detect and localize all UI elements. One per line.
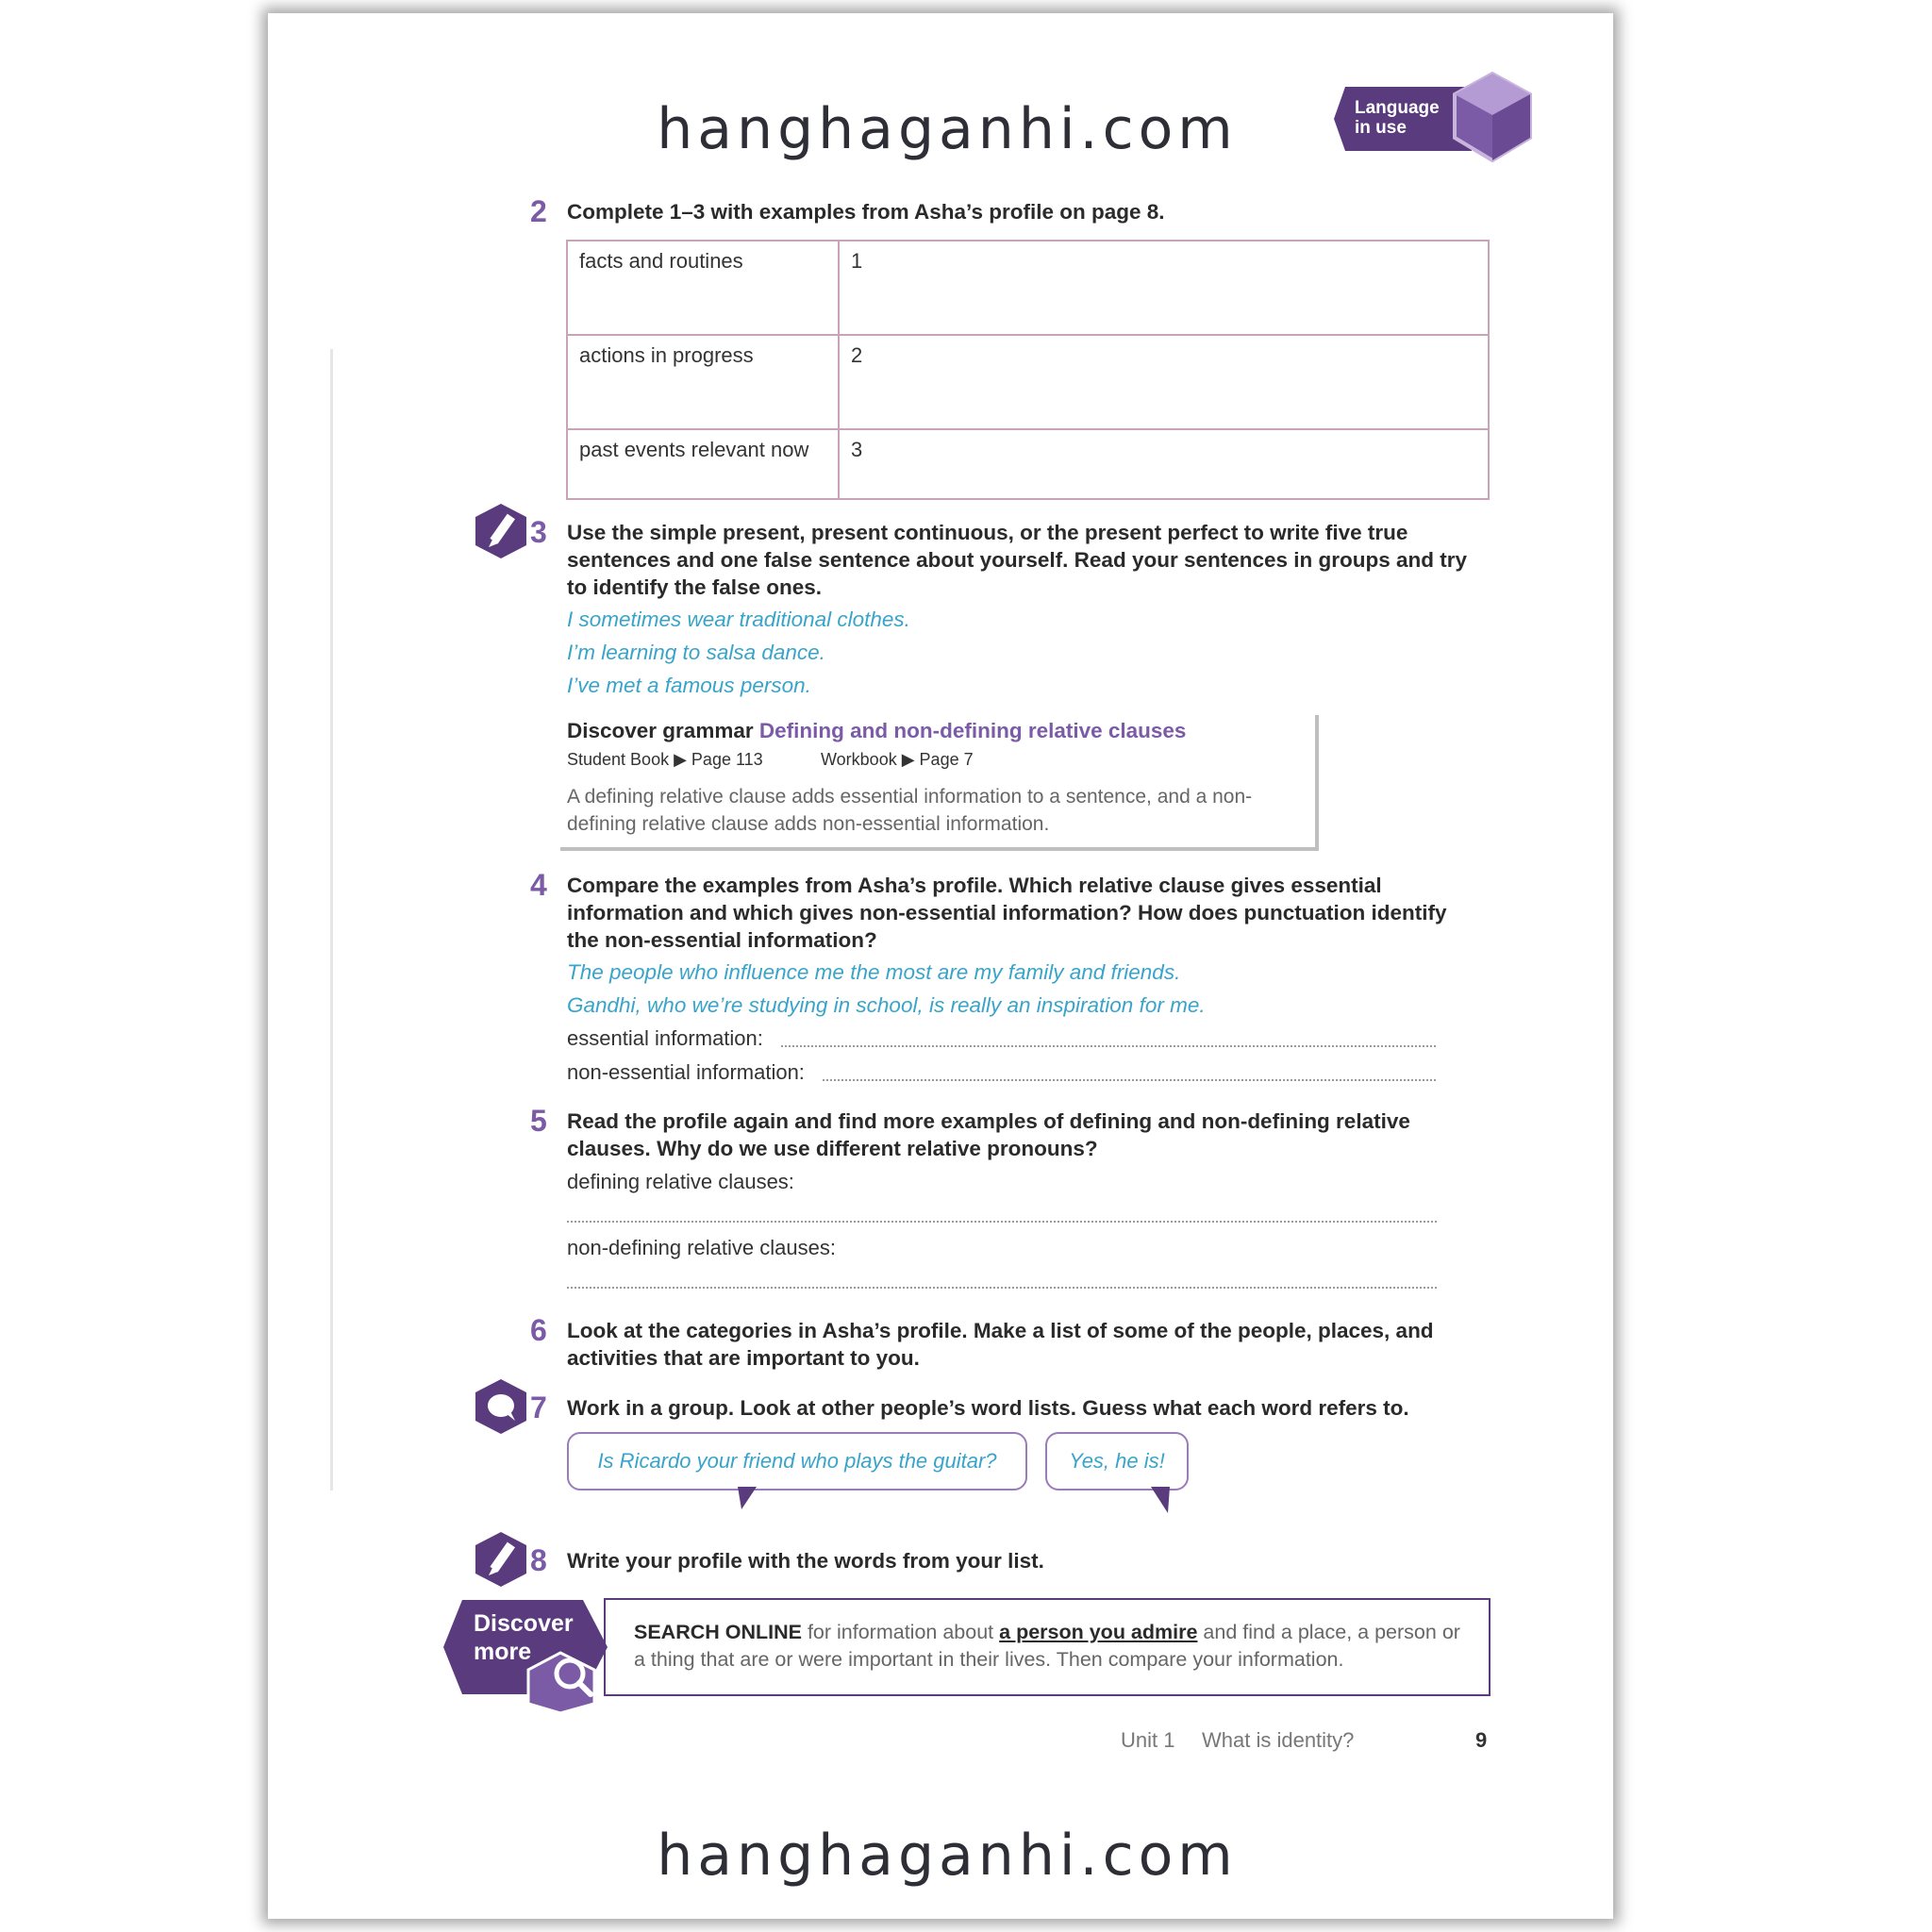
question-4-number: 4 — [530, 868, 547, 902]
question-7-number: 7 — [530, 1391, 547, 1424]
question-2-number: 2 — [530, 194, 547, 228]
page-number: 9 — [1475, 1728, 1488, 1752]
example-sentence: The people who influence me the most are my family and friends. — [567, 960, 1181, 984]
discover-grammar-title: Discover grammar Defining and non-defining relative clauses — [567, 719, 1187, 742]
question-8-number: 8 — [530, 1543, 547, 1577]
nondefining-clauses-label: non-defining relative clauses: — [567, 1236, 836, 1259]
question-4-text: Compare the examples from Asha’s profile. Which relative clause gives essential information and which gives non-essential information? How does punctuation identify the non-essential information? — [567, 874, 1447, 952]
student-book-reference: Student Book ▶ Page 113 — [567, 750, 763, 769]
question-5-text: Read the profile again and find more examples of defining and non-defining relative clauses. Why do we use different relative pronouns? — [567, 1109, 1410, 1160]
answer-line[interactable] — [823, 1079, 1436, 1081]
footer-unit: Unit 1 — [1121, 1728, 1175, 1752]
question-5-number: 5 — [530, 1104, 547, 1138]
question-8-text: Write your profile with the words from your list. — [567, 1549, 1044, 1573]
example-sentence: I’ve met a famous person. — [567, 674, 811, 697]
table-cell-answer: 1 — [839, 241, 1489, 335]
speaking-icon — [474, 1377, 528, 1436]
example-sentence: I’m learning to salsa dance. — [567, 641, 825, 664]
watermark-top: hanghaganhi.com — [657, 96, 1238, 162]
page-fold-shadow — [330, 349, 333, 1491]
pencil-icon — [474, 1530, 528, 1589]
question-3-number: 3 — [530, 515, 547, 549]
workbook-reference: Workbook ▶ Page 7 — [821, 750, 974, 769]
answer-line[interactable] — [781, 1045, 1436, 1047]
question-6-number: 6 — [530, 1313, 547, 1347]
language-in-use-label: Language in use — [1355, 98, 1440, 138]
examples-table — [566, 240, 1490, 500]
table-row — [567, 429, 1489, 499]
question-7-text: Work in a group. Look at other people’s word lists. Guess what each word refers to. — [567, 1396, 1409, 1420]
table-cell-label: past events relevant now — [567, 429, 839, 499]
speech-bubble-answer: Yes, he is! — [1045, 1432, 1189, 1491]
admire-link[interactable]: a person you admire — [999, 1621, 1198, 1643]
table-cell-label: facts and routines — [567, 241, 839, 335]
speech-bubble-question: Is Ricardo your friend who plays the guitar? — [567, 1432, 1027, 1491]
watermark-bottom: hanghaganhi.com — [657, 1823, 1238, 1889]
example-sentence: Gandhi, who we’re studying in school, is really an inspiration for me. — [567, 993, 1206, 1017]
question-2-text: Complete 1–3 with examples from Asha’s profile on page 8. — [567, 200, 1165, 224]
question-3-text: Use the simple present, present continuous, or the present perfect to write five true sentences and one false sentence about yourself. Read your sentences in groups and try to identify the false ones. — [567, 521, 1468, 599]
defining-clauses-label: defining relative clauses: — [567, 1170, 794, 1193]
table-cell-answer: 2 — [839, 335, 1489, 429]
question-6-text: Look at the categories in Asha’s profile. Make a list of some of the people, places, and activities that are important to you. — [567, 1319, 1434, 1370]
answer-line[interactable] — [567, 1221, 1437, 1223]
example-sentence: I sometimes wear traditional clothes. — [567, 608, 910, 631]
footer-unit-title: What is identity? — [1202, 1728, 1355, 1752]
table-cell-answer: 3 — [839, 429, 1489, 499]
bubble-tail — [1149, 1487, 1172, 1515]
table-row — [567, 241, 1489, 335]
discover-more-text: SEARCH ONLINE for information about a person you admire and find a place, a person or a thing that are or were important in their lives. Then compare your information. — [634, 1621, 1460, 1671]
table-cell-label: actions in progress — [567, 335, 839, 429]
answer-line[interactable] — [567, 1287, 1437, 1289]
grammar-explanation: A defining relative clause adds essential information to a sentence, and a non-defining relative clause adds non-essential information. — [567, 786, 1253, 835]
pencil-icon — [474, 502, 528, 560]
table-row — [567, 335, 1489, 429]
essential-information-label: essential information: — [567, 1026, 763, 1050]
bubble-tail — [736, 1487, 758, 1511]
nonessential-information-label: non-essential information: — [567, 1060, 805, 1084]
discover-more-label: Discover more — [474, 1610, 574, 1665]
